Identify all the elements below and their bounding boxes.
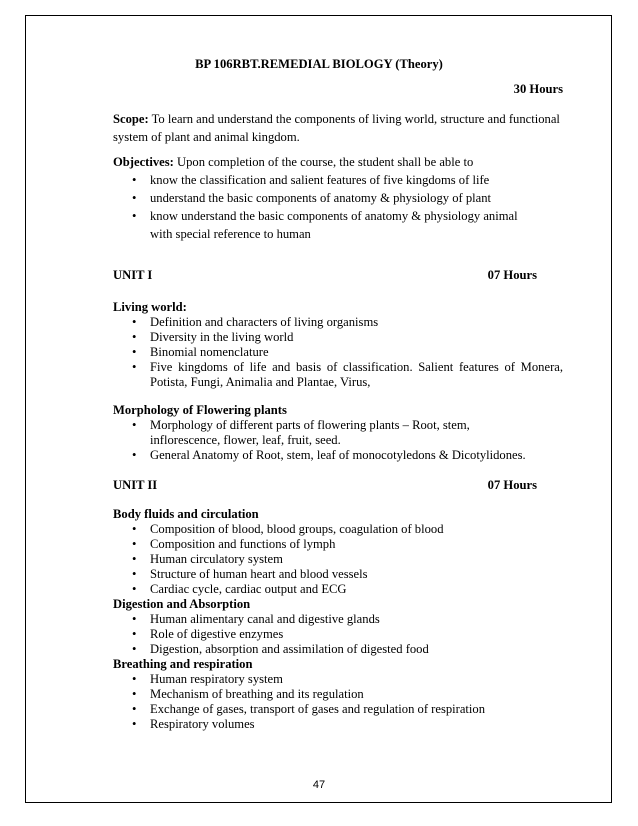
list-item	[113, 627, 563, 642]
unit2-hours: 07 Hours	[487, 478, 537, 492]
bullet-icon: •	[132, 687, 137, 701]
bullet-icon: •	[132, 672, 137, 686]
list-item-text: Digestion, absorption and assimilation of digested food	[150, 642, 429, 656]
bullet-icon: •	[132, 330, 137, 344]
course-hours: 30 Hours	[513, 82, 563, 96]
morphology-list	[113, 418, 543, 463]
list-item	[113, 448, 543, 463]
objectives-list	[113, 171, 533, 243]
scope-label: Scope:	[113, 112, 149, 126]
list-item	[113, 687, 563, 702]
list-item	[113, 171, 533, 189]
list-item	[113, 552, 563, 567]
unit2-title: UNIT II	[113, 478, 158, 492]
list-item-text: Human circulatory system	[150, 552, 283, 566]
list-item-text: Human respiratory system	[150, 672, 283, 686]
list-item-text: Cardiac cycle, cardiac output and ECG	[150, 582, 347, 596]
list-item	[113, 207, 533, 243]
list-item-text: Mechanism of breathing and its regulation	[150, 687, 364, 701]
bullet-icon: •	[132, 702, 137, 716]
unit1-title: UNIT I	[113, 268, 153, 282]
objectives-label: Objectives:	[113, 155, 174, 169]
list-item	[113, 717, 563, 732]
list-item	[113, 642, 563, 657]
list-item	[113, 315, 563, 330]
list-item	[113, 189, 533, 207]
body-fluids-heading: Body fluids and circulation	[113, 507, 259, 521]
list-item	[113, 360, 563, 390]
list-item-text: Morphology of different parts of flowering plants – Root, stem, inflorescence, flower, leaf, fruit, seed.	[150, 418, 470, 447]
bullet-icon: •	[132, 567, 137, 581]
bullet-icon: •	[132, 582, 137, 596]
bullet-icon: •	[132, 448, 137, 462]
bullet-icon: •	[132, 642, 137, 656]
bullet-icon: •	[132, 717, 137, 731]
list-item	[113, 537, 563, 552]
list-item-text: Human alimentary canal and digestive glands	[150, 612, 380, 626]
list-item	[113, 330, 563, 345]
breathing-heading: Breathing and respiration	[113, 657, 253, 671]
list-item-text: Diversity in the living world	[150, 330, 294, 344]
bullet-icon: •	[132, 552, 137, 566]
list-item	[113, 345, 563, 360]
list-item-text: Five kingdoms of life and basis of classification. Salient features of Monera, Potista, Fungi, Animalia and Plantae, Virus,	[150, 360, 563, 389]
list-item-text: Structure of human heart and blood vessels	[150, 567, 368, 581]
list-item	[113, 582, 563, 597]
bullet-icon: •	[132, 537, 137, 551]
list-item	[113, 702, 563, 717]
living-world-list	[113, 315, 563, 390]
course-title: BP 106RBT.REMEDIAL BIOLOGY (Theory)	[195, 57, 443, 71]
bullet-icon: •	[132, 209, 137, 223]
bullet-icon: •	[132, 360, 137, 374]
list-item-text: know understand the basic components of anatomy & physiology animal with special reference to human	[150, 209, 518, 241]
list-item	[113, 612, 563, 627]
bullet-icon: •	[132, 627, 137, 641]
unit1-hours: 07 Hours	[487, 268, 537, 282]
digestion-heading: Digestion and Absorption	[113, 597, 251, 611]
list-item	[113, 418, 543, 448]
bullet-icon: •	[132, 345, 137, 359]
list-item-text: Definition and characters of living organisms	[150, 315, 379, 329]
bullet-icon: •	[132, 191, 137, 205]
bullet-icon: •	[132, 418, 137, 432]
bullet-icon: •	[132, 315, 137, 329]
objectives-intro	[113, 153, 563, 171]
bullet-icon: •	[132, 173, 137, 187]
objectives-text: Upon completion of the course, the student shall be able to	[173, 155, 474, 169]
breathing-list	[113, 672, 563, 732]
list-item	[113, 672, 563, 687]
bullet-icon: •	[132, 522, 137, 536]
scope-text: To learn and understand the components of living world, structure and functional system of plant and animal kingdom.	[113, 112, 560, 144]
list-item-text: Composition of blood, blood groups, coagulation of blood	[150, 522, 444, 536]
list-item-text: know the classification and salient features of five kingdoms of life	[150, 173, 490, 187]
list-item-text: Role of digestive enzymes	[150, 627, 284, 641]
living-world-heading: Living world:	[113, 300, 187, 314]
morphology-heading: Morphology of Flowering plants	[113, 403, 287, 417]
page-number: 47	[312, 779, 326, 791]
digestion-list	[113, 612, 563, 657]
list-item-text: understand the basic components of anatomy & physiology of plant	[150, 191, 492, 205]
list-item	[113, 522, 563, 537]
list-item-text: Composition and functions of lymph	[150, 537, 336, 551]
bullet-icon: •	[132, 612, 137, 626]
list-item-text: General Anatomy of Root, stem, leaf of monocotyledons & Dicotylidones.	[150, 448, 526, 462]
list-item	[113, 567, 563, 582]
list-item-text: Binomial nomenclature	[150, 345, 269, 359]
scope-paragraph	[113, 110, 563, 146]
body-fluids-list	[113, 522, 563, 597]
list-item-text: Exchange of gases, transport of gases and regulation of respiration	[150, 702, 486, 716]
list-item-text: Respiratory volumes	[150, 717, 255, 731]
